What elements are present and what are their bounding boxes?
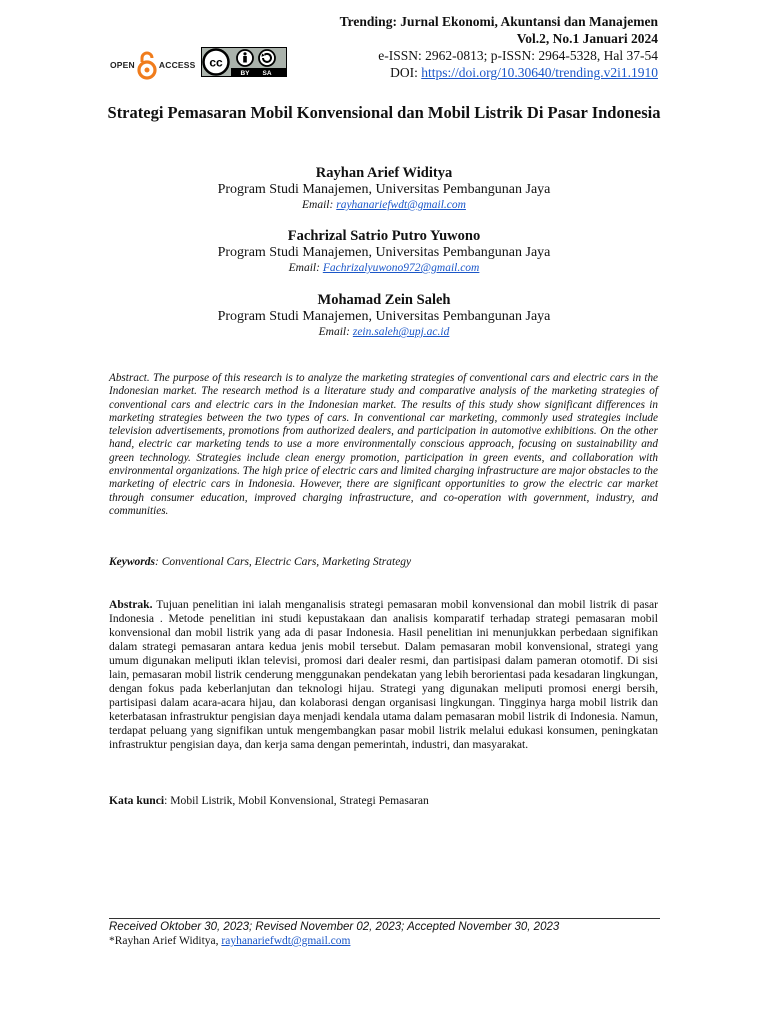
email-label: Email: bbox=[302, 199, 337, 211]
kata-kunci-lead: Kata kunci bbox=[109, 794, 165, 807]
abstract-lead: Abstract bbox=[109, 372, 147, 384]
open-access-lock-icon bbox=[137, 50, 157, 80]
corresponding-email-link[interactable]: rayhanariefwdt@gmail.com bbox=[221, 935, 351, 947]
author-name: Fachrizal Satrio Putro Yuwono bbox=[287, 228, 481, 244]
cc-sa-label: SA bbox=[262, 70, 272, 77]
cc-by-label: BY bbox=[240, 70, 250, 77]
abstract-english bbox=[109, 372, 658, 518]
author-block-3 bbox=[100, 292, 668, 340]
abstrak-text: Tujuan penelitian ini ialah menganalisis strategi pemasaran mobil konvensional dan mobil listrik di pasar Indonesia . Metode penelitian ini studi kepustakaan dan analisis komparatif terhadap strategi pemasaran mobil konvensional dan mobil listrik yang ada di pasar Indonesia. Hasil penelitian ini menunjukkan perbedaan signifikan dalam strategi pemasaran antara kedua jenis mobil tersebut. Dalam pemasaran mobil konvensional, strategi yang umum digunakan meliputi iklan televisi, promosi dari dealer resmi, dan partisipasi dalam pameran otomotif. Di sisi lain, pemasaran mobil listrik cenderung menggunakan pendekatan yang lebih berorientasi pada kesadaran lingkungan, dengan fokus pada keberlanjutan dan teknologi hijau. Strategi yang digunakan meliputi promosi energi bersih, partisipasi dalam acara-acara hijau, dan kolaborasi dengan organisasi lingkungan. Tingginya harga mobil listrik dan keterbatasan infrastruktur pengisian daya menjadi kendala utama dalam pemasaran mobil listrik di Indonesia. Namun, terdapat peluang yang signifikan untuk mengembangkan pasar mobil listrik melalui edukasi konsumen, peningkatan infrastruktur pengisian daya, dan kerja sama dengan pemerintah, industri, dan masyarakat. bbox=[109, 598, 658, 751]
keywords-text: : Conventional Cars, Electric Cars, Marketing Strategy bbox=[155, 556, 412, 568]
doi-link[interactable]: https://doi.org/10.30640/trending.v2i1.1910 bbox=[421, 65, 658, 80]
abstrak-lead: Abstrak. bbox=[109, 598, 153, 611]
author-email-link[interactable]: Fachrizalyuwono972@gmail.com bbox=[322, 262, 480, 274]
author-email bbox=[100, 325, 668, 340]
author-name: Rayhan Arief Widitya bbox=[315, 165, 453, 181]
author-email-link[interactable]: rayhanariefwdt@gmail.com bbox=[336, 199, 466, 211]
footer-divider bbox=[109, 918, 660, 919]
open-word: OPEN bbox=[110, 60, 135, 70]
email-label: Email: bbox=[318, 326, 353, 338]
author-email-link[interactable]: zein.saleh@upj.ac.id bbox=[352, 326, 450, 338]
journal-volume: Vol.2, No.1 Januari 2024 bbox=[516, 31, 658, 46]
author-block-1 bbox=[100, 165, 668, 213]
doi-label: DOI: bbox=[390, 65, 422, 80]
author-affiliation: Program Studi Manajemen, Universitas Pembangunan Jaya bbox=[217, 182, 551, 197]
keywords-english bbox=[109, 555, 658, 569]
kata-kunci-text: : Mobil Listrik, Mobil Konvensional, Strategi Pemasaran bbox=[164, 794, 429, 807]
svg-text:cc: cc bbox=[209, 55, 223, 70]
footer-received-dates: Received Oktober 30, 2023; Revised November 02, 2023; Accepted November 30, 2023 bbox=[109, 921, 560, 933]
footer-corresponding-author bbox=[109, 934, 350, 948]
open-access-logo bbox=[110, 50, 196, 80]
author-block-2 bbox=[100, 228, 668, 276]
author-email bbox=[100, 261, 668, 276]
access-word: ACCESS bbox=[158, 60, 196, 70]
journal-name: Trending: Jurnal Ekonomi, Akuntansi dan Manajemen bbox=[339, 14, 658, 29]
author-affiliation: Program Studi Manajemen, Universitas Pembangunan Jaya bbox=[217, 309, 551, 324]
corresponding-prefix: *Rayhan Arief Widitya, bbox=[109, 935, 222, 947]
author-affiliation: Program Studi Manajemen, Universitas Pembangunan Jaya bbox=[217, 245, 551, 260]
author-email bbox=[100, 198, 668, 213]
cc-by-sa-license-icon bbox=[201, 47, 287, 77]
abstract-indonesian bbox=[109, 598, 658, 752]
email-label: Email: bbox=[288, 262, 323, 274]
paper-title: Strategi Pemasaran Mobil Konvensional dan Mobil Listrik Di Pasar Indonesia bbox=[107, 103, 661, 122]
keywords-indonesian bbox=[109, 794, 658, 808]
keywords-lead: Keywords bbox=[109, 556, 155, 568]
journal-issn: e-ISSN: 2962-0813; p-ISSN: 2964-5328, Hal 37-54 bbox=[378, 48, 658, 63]
author-name: Mohamad Zein Saleh bbox=[317, 292, 451, 308]
abstract-text: . The purpose of this research is to analyze the marketing strategies of conventional cars and electric cars in the Indonesian market. The research method is a literature study and comparative analysis of the marketing strategies of conventional cars and electric cars in the Indonesian market. The results of this study show significant differences in marketing strategies between the two types of cars. In conventional car marketing, commonly used strategies include television advertisements, promotions from authorized dealers, and participation in automotive exhibitions. On the other hand, electric car marketing tends to use a more environmentally conscious approach, focusing on sustainability and green technology. Strategies include clean energy promotion, participation in green events, and collaboration with environmental organizations. The high price of electric cars and limited charging infrastructure are major obstacles to the marketing of electric cars in Indonesia. However, there are significant opportunities to grow the electric car market through consumer education, improved charging infrastructure, and co-operation with government, industry, and communities. bbox=[109, 372, 658, 517]
